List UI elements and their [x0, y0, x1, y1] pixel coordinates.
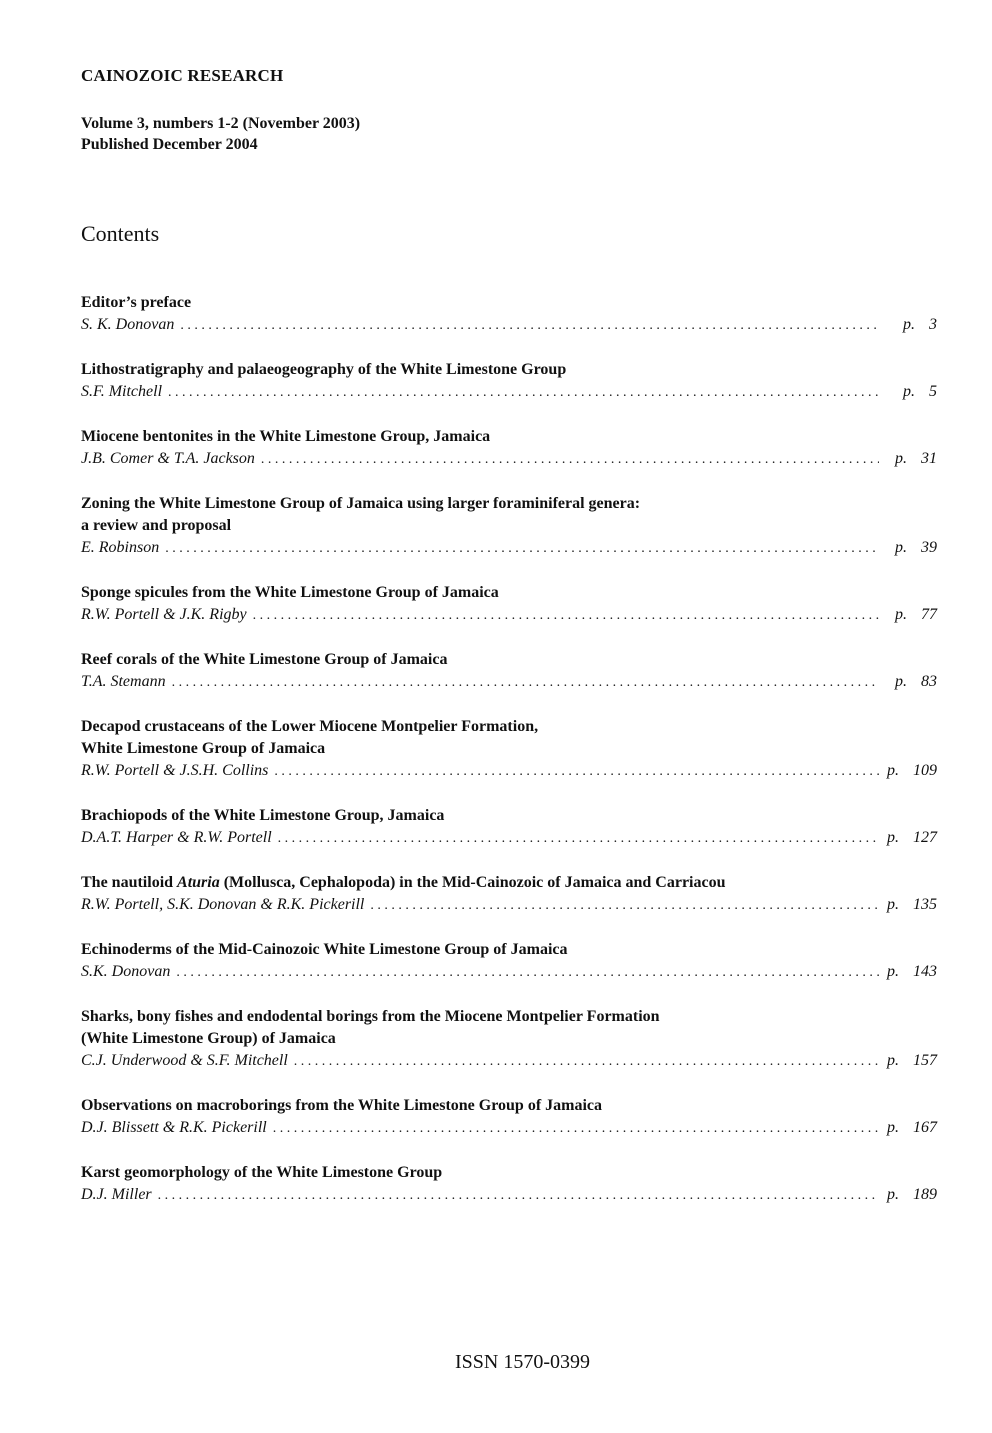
toc-entry — [81, 805, 937, 849]
author-row — [81, 604, 937, 626]
article-title-line: Brachiopods of the White Limestone Group, Jamaica — [81, 807, 445, 824]
article-title-line: Karst geomorphology of the White Limestone Group — [81, 1164, 443, 1181]
article-title — [81, 939, 937, 961]
article-authors: S.K. Donovan — [81, 963, 171, 980]
dot-leader — [261, 449, 879, 470]
page-prefix: p. — [887, 762, 899, 779]
article-title — [81, 493, 937, 537]
article-title-line: Decapod crustaceans of the Lower Miocene Montpelier Formation, — [81, 718, 539, 735]
page-reference — [885, 537, 937, 558]
toc-entry — [81, 292, 937, 336]
dot-leader — [278, 828, 879, 849]
toc-entry — [81, 939, 937, 983]
article-title-line: Miocene bentonites in the White Limestone Group, Jamaica — [81, 428, 491, 445]
dot-leader — [176, 962, 879, 983]
article-authors: E. Robinson — [81, 539, 160, 556]
volume-line: Volume 3, numbers 1-2 (November 2003) — [81, 115, 361, 132]
article-title — [81, 1162, 937, 1184]
article-authors: J.B. Comer & T.A. Jackson — [81, 450, 255, 467]
dot-leader — [273, 1118, 879, 1139]
author-row — [81, 448, 937, 470]
toc-entry — [81, 493, 937, 559]
page-prefix: p. — [887, 1052, 899, 1069]
article-title — [81, 426, 937, 448]
issn: ISSN 1570-0399 — [455, 1351, 591, 1373]
toc-entry — [81, 582, 937, 626]
author-row — [81, 1117, 937, 1139]
dot-leader — [158, 1185, 879, 1206]
dot-leader — [370, 895, 879, 916]
page-number: 77 — [921, 606, 937, 623]
article-title-line: Observations on macroborings from the White Limestone Group of Jamaica — [81, 1097, 603, 1114]
page-prefix: p. — [895, 539, 907, 556]
article-title-line: Sponge spicules from the White Limestone Group of Jamaica — [81, 584, 499, 601]
article-title — [81, 1095, 937, 1117]
page-number: 127 — [913, 829, 937, 846]
page-prefix: p. — [903, 316, 915, 333]
page-number: 143 — [913, 963, 937, 980]
article-title-line: Editor’s preface — [81, 294, 192, 311]
article-authors: D.J. Miller — [81, 1186, 152, 1203]
article-title-line: Echinoderms of the Mid-Cainozoic White Limestone Group of Jamaica — [81, 941, 568, 958]
toc-entry — [81, 649, 937, 693]
author-row — [81, 1184, 937, 1206]
article-title — [81, 359, 937, 381]
page-prefix: p. — [903, 383, 915, 400]
article-title — [81, 292, 937, 314]
page-reference — [885, 671, 937, 692]
article-title-text: The nautiloid — [81, 874, 178, 891]
journal-title: CAINOZOIC RESEARCH — [81, 66, 284, 85]
dot-leader — [274, 761, 879, 782]
article-title — [81, 872, 937, 894]
article-title-line: White Limestone Group of Jamaica — [81, 740, 326, 757]
page-reference — [885, 1050, 937, 1071]
article-authors: R.W. Portell & J.K. Rigby — [81, 606, 247, 623]
page-number: 135 — [913, 896, 937, 913]
page-number: 167 — [913, 1119, 937, 1136]
author-row — [81, 381, 937, 403]
dot-leader — [165, 538, 879, 559]
author-row — [81, 894, 937, 916]
page-reference — [885, 760, 937, 781]
toc-entry — [81, 359, 937, 403]
dot-leader — [172, 672, 879, 693]
author-row — [81, 314, 937, 336]
author-row — [81, 961, 937, 983]
page-reference — [885, 314, 937, 335]
article-authors: D.A.T. Harper & R.W. Portell — [81, 829, 272, 846]
page-reference — [885, 1117, 937, 1138]
toc-entry — [81, 872, 937, 916]
page-number: 31 — [921, 450, 937, 467]
dot-leader — [180, 315, 879, 336]
page-number: 3 — [929, 316, 937, 333]
article-title — [81, 649, 937, 671]
article-title-text: (Mollusca, Cephalopoda) in the Mid-Cainozoic of Jamaica and Carriacou — [219, 874, 726, 891]
page-reference — [885, 961, 937, 982]
page-reference — [885, 827, 937, 848]
contents-heading: Contents — [81, 221, 160, 246]
page-prefix: p. — [887, 829, 899, 846]
dot-leader — [253, 605, 879, 626]
volume-info — [81, 113, 360, 155]
page-prefix: p. — [887, 896, 899, 913]
dot-leader — [294, 1051, 879, 1072]
toc-entry — [81, 1006, 937, 1072]
toc-entry — [81, 1162, 937, 1206]
page-reference — [885, 604, 937, 625]
article-title — [81, 1006, 937, 1050]
published-line: Published December 2004 — [81, 136, 258, 153]
article-title-line: a review and proposal — [81, 517, 232, 534]
page-number: 157 — [913, 1052, 937, 1069]
page-prefix: p. — [887, 1119, 899, 1136]
page-reference — [885, 1184, 937, 1205]
author-row — [81, 671, 937, 693]
article-authors: C.J. Underwood & S.F. Mitchell — [81, 1052, 288, 1069]
article-authors: T.A. Stemann — [81, 673, 166, 690]
page-number: 5 — [929, 383, 937, 400]
dot-leader — [168, 382, 879, 403]
page-reference — [885, 381, 937, 402]
author-row — [81, 760, 937, 782]
page-prefix: p. — [895, 450, 907, 467]
article-title-line: Zoning the White Limestone Group of Jamaica using larger foraminiferal genera: — [81, 495, 641, 512]
article-title-line: Lithostratigraphy and palaeogeography of the White Limestone Group — [81, 361, 567, 378]
page-prefix: p. — [887, 963, 899, 980]
page-number: 189 — [913, 1186, 937, 1203]
article-title-line: Sharks, bony fishes and endodental borings from the Miocene Montpelier Formation — [81, 1008, 660, 1025]
article-authors: S.F. Mitchell — [81, 383, 163, 400]
page-reference — [885, 894, 937, 915]
author-row — [81, 537, 937, 559]
article-title — [81, 805, 937, 827]
table-of-contents — [81, 292, 937, 1229]
toc-entry — [81, 716, 937, 782]
article-title — [81, 582, 937, 604]
author-row — [81, 1050, 937, 1072]
page-number: 83 — [921, 673, 937, 690]
genus-name: Aturia — [177, 874, 220, 891]
article-authors: R.W. Portell & J.S.H. Collins — [81, 762, 269, 779]
page-prefix: p. — [887, 1186, 899, 1203]
page-prefix: p. — [895, 606, 907, 623]
toc-entry — [81, 426, 937, 470]
article-title-line — [81, 872, 937, 894]
toc-entry — [81, 1095, 937, 1139]
page-number: 109 — [913, 762, 937, 779]
article-title-line: (White Limestone Group) of Jamaica — [81, 1030, 336, 1047]
page-number: 39 — [921, 539, 937, 556]
article-authors: R.W. Portell, S.K. Donovan & R.K. Pickerill — [81, 896, 365, 913]
page-reference — [885, 448, 937, 469]
article-authors: D.J. Blissett & R.K. Pickerill — [81, 1119, 267, 1136]
article-authors: S. K. Donovan — [81, 316, 175, 333]
article-title-line: Reef corals of the White Limestone Group of Jamaica — [81, 651, 448, 668]
page-prefix: p. — [895, 673, 907, 690]
article-title — [81, 716, 937, 760]
author-row — [81, 827, 937, 849]
